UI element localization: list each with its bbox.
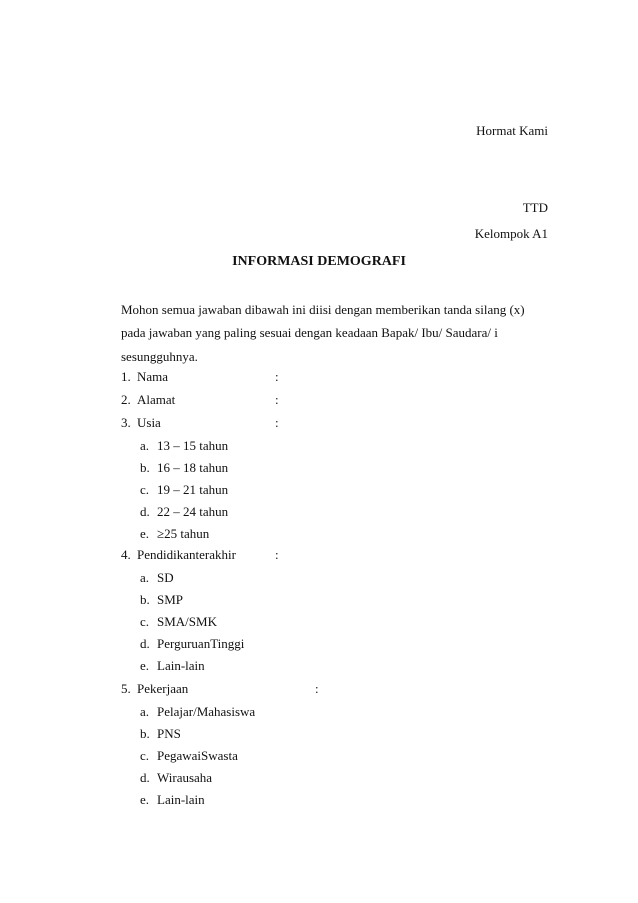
question-number: 2. (121, 392, 131, 407)
closing-group: Kelompok A1 (474, 226, 548, 241)
option-text: PNS (157, 726, 181, 741)
question-colon: : (275, 369, 279, 384)
option-item (140, 791, 205, 809)
question-number: 5. (121, 681, 131, 696)
option-letter: c. (140, 614, 150, 629)
option-item (140, 635, 244, 653)
option-letter: a. (140, 570, 150, 585)
question-number: 4. (121, 547, 131, 562)
question-label: Nama (137, 369, 169, 384)
option-text: PerguruanTinggi (157, 636, 245, 651)
option-letter: b. (140, 460, 150, 475)
option-item (140, 769, 212, 787)
option-letter: c. (140, 482, 150, 497)
question-4 (121, 546, 236, 564)
option-item (140, 657, 205, 675)
question-2 (121, 391, 175, 409)
option-letter: d. (140, 504, 150, 519)
option-text: 13 – 15 tahun (157, 438, 229, 453)
option-letter: a. (140, 704, 150, 719)
question-1 (121, 368, 168, 386)
question-colon: : (315, 681, 319, 696)
option-letter: e. (140, 792, 150, 807)
option-item (140, 481, 228, 499)
option-text: ≥25 tahun (157, 526, 210, 541)
option-letter: c. (140, 748, 150, 763)
option-text: SMA/SMK (157, 614, 217, 629)
option-text: 22 – 24 tahun (157, 504, 229, 519)
option-text: SMP (157, 592, 184, 607)
option-letter: b. (140, 726, 150, 741)
instruction-line-1: Mohon semua jawaban dibawah ini diisi dengan memberikan tanda silang (x) (121, 302, 525, 317)
question-label: Alamat (137, 392, 176, 407)
option-text: 19 – 21 tahun (157, 482, 229, 497)
option-item (140, 613, 217, 631)
question-colon: : (275, 547, 279, 562)
option-item (140, 703, 255, 721)
question-number: 3. (121, 415, 131, 430)
option-item (140, 569, 174, 587)
document-title: INFORMASI DEMOGRAFI (232, 254, 406, 269)
option-item (140, 747, 238, 765)
question-colon: : (275, 392, 279, 407)
question-3 (121, 414, 161, 432)
option-item (140, 525, 209, 543)
option-text: 16 – 18 tahun (157, 460, 229, 475)
option-item (140, 591, 183, 609)
option-letter: d. (140, 636, 150, 651)
closing-regards: Hormat Kami (476, 123, 548, 138)
option-text: PegawaiSwasta (157, 748, 238, 763)
question-5 (121, 680, 188, 698)
option-text: Lain-lain (157, 792, 205, 807)
instruction-line-2: pada jawaban yang paling sesuai dengan keadaan Bapak/ Ibu/ Saudara/ i (121, 325, 498, 340)
option-text: Wirausaha (157, 770, 213, 785)
closing-signature: TTD (522, 200, 548, 215)
question-label: Pekerjaan (137, 681, 189, 696)
option-text: SD (157, 570, 174, 585)
option-item (140, 437, 228, 455)
question-number: 1. (121, 369, 131, 384)
option-item (140, 725, 181, 743)
instruction-line-3: sesungguhnya. (121, 349, 198, 364)
option-letter: d. (140, 770, 150, 785)
option-letter: e. (140, 658, 150, 673)
option-letter: b. (140, 592, 150, 607)
question-label: Usia (137, 415, 161, 430)
option-item (140, 459, 228, 477)
question-label: Pendidikanterakhir (137, 547, 236, 562)
option-text: Lain-lain (157, 658, 205, 673)
option-text: Pelajar/Mahasiswa (157, 704, 256, 719)
option-item (140, 503, 228, 521)
question-colon: : (275, 415, 279, 430)
option-letter: a. (140, 438, 150, 453)
option-letter: e. (140, 526, 150, 541)
